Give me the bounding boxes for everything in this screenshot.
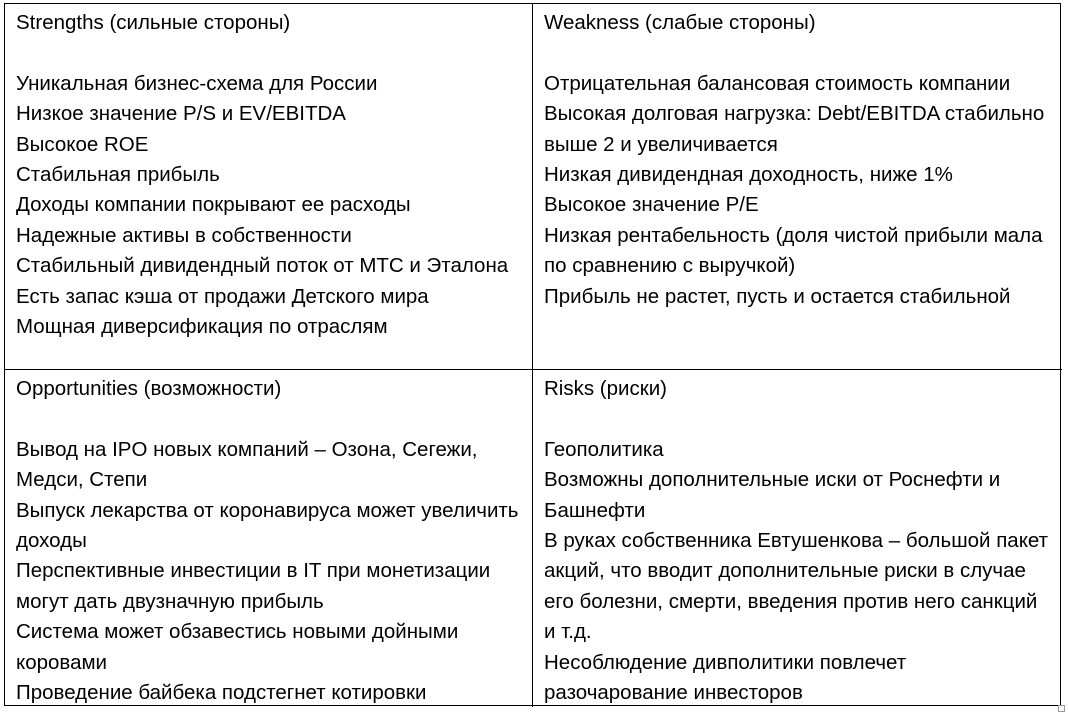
risks-item: Несоблюдение дивполитики повлечет разочарование инвесторов: [544, 650, 907, 705]
strengths-item: Мощная диверсификация по отраслям: [16, 315, 388, 339]
weakness-item: Низкая дивидендная доходность, ниже 1%: [544, 163, 953, 187]
opportunities-item: Вывод на IPO новых компаний – Озона, Сегежи, Медси, Степи: [16, 437, 478, 492]
weakness-item: Высокая долговая нагрузка: Debt/EBITDA стабильно выше 2 и увеличивается: [544, 102, 1045, 156]
strengths-item: Стабильная прибыль: [16, 163, 220, 187]
swot-table: [4, 3, 1061, 706]
spacer: [544, 404, 1052, 434]
risks-item: В руках собственника Евтушенкова – большой пакет акций, что вводит дополнительные риски в случае его болезни, смерти, введения против него санкций и т.д.: [544, 529, 1049, 644]
strengths-cell: [5, 4, 533, 370]
weakness-title: Weakness (слабые стороны): [544, 11, 816, 34]
spacer: [544, 38, 1052, 68]
risks-item: Геополитика: [544, 437, 664, 461]
opportunities-item: Проведение байбека подстегнет котировки: [16, 681, 427, 705]
strengths-title: Strengths (сильные стороны): [16, 11, 291, 34]
strengths-item: Уникальная бизнес-схема для России: [16, 71, 378, 95]
strengths-item: Есть запас кэша от продажи Детского мира: [16, 284, 429, 308]
opportunities-cell: [5, 370, 533, 707]
opportunities-title: Opportunities (возможности): [16, 377, 282, 400]
strengths-item: Надежные активы в собственности: [16, 223, 352, 247]
risks-cell: [533, 370, 1062, 707]
strengths-item: Высокое ROE: [16, 132, 149, 156]
table-resize-handle[interactable]: [1058, 705, 1065, 712]
risks-title: Risks (риски): [544, 377, 667, 400]
risks-item: Возможны дополнительные иски от Роснефти и Башнефти: [544, 468, 1001, 522]
strengths-item: Доходы компании покрывают ее расходы: [16, 193, 411, 217]
weakness-item: Прибыль не растет, пусть и остается стабильной: [544, 284, 1011, 308]
opportunities-item: Перспективные инвестиции в IT при монетизации могут дать двузначную прибыль: [16, 559, 491, 613]
strengths-item: Стабильный дивидендный поток от МТС и Эталона: [16, 254, 509, 278]
opportunities-item: Система может обзавестись новыми дойными коровами: [16, 620, 459, 674]
opportunities-item: Выпуск лекарства от коронавируса может увеличить доходы: [16, 498, 519, 553]
weakness-item: Отрицательная балансовая стоимость компании: [544, 71, 1011, 95]
weakness-item: Высокое значение P/E: [544, 193, 759, 217]
weakness-item: Низкая рентабельность (доля чистой прибыли мала по сравнению с выручкой): [544, 223, 1043, 278]
spacer: [16, 404, 522, 434]
weakness-cell: [533, 4, 1062, 370]
spacer: [16, 38, 522, 68]
strengths-item: Низкое значение P/S и EV/EBITDA: [16, 102, 346, 126]
